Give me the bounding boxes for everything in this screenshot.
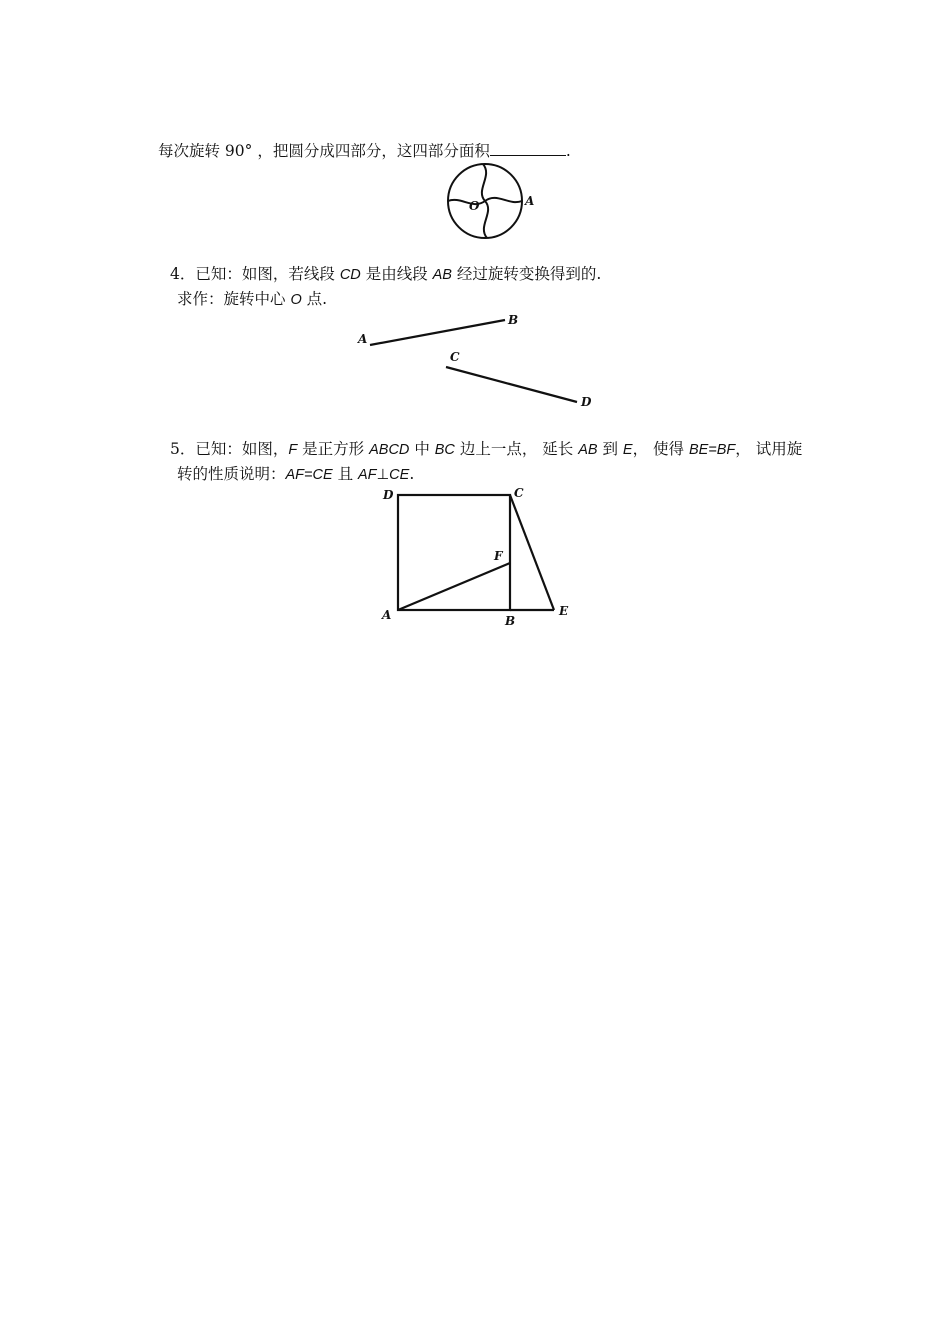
q4-ab: AB bbox=[432, 267, 452, 283]
q4-text: 经过旋转变换得到的. bbox=[451, 265, 602, 283]
label-d: D bbox=[581, 395, 592, 409]
q3-text-line bbox=[158, 141, 571, 161]
segment-ab bbox=[370, 320, 505, 345]
q5-text: 到 bbox=[597, 440, 623, 458]
segment-af bbox=[398, 563, 510, 610]
label-a: A bbox=[382, 608, 392, 622]
label-a: A bbox=[525, 194, 535, 208]
label-c: C bbox=[514, 486, 524, 500]
segment-ce bbox=[510, 495, 554, 610]
circle-figure bbox=[445, 162, 545, 242]
segments-figure bbox=[355, 310, 615, 410]
q4-number: 4． bbox=[170, 265, 196, 283]
q5-text: 中 bbox=[409, 440, 435, 458]
label-d: D bbox=[383, 488, 394, 502]
q5-text: 是正方形 bbox=[297, 440, 370, 458]
q4-text: 是由线段 bbox=[360, 265, 433, 283]
label-o: O bbox=[469, 199, 480, 213]
q4-line-1 bbox=[170, 264, 601, 285]
q5-text: 且 bbox=[332, 465, 359, 483]
q5-number: 5． bbox=[170, 440, 196, 458]
q5-ab: AB bbox=[578, 442, 598, 458]
q5-text: ， 使得 bbox=[632, 440, 689, 458]
q5-line-1 bbox=[170, 439, 802, 460]
label-b: B bbox=[505, 614, 516, 628]
segment-cd bbox=[446, 367, 577, 402]
square-figure bbox=[378, 485, 578, 628]
q5-af-ce: AF=CE bbox=[285, 467, 333, 483]
label-a: A bbox=[358, 332, 368, 346]
q5-text: 转的性质说明： bbox=[177, 465, 286, 483]
answer-blank[interactable] bbox=[490, 141, 566, 156]
q5-f: F bbox=[288, 442, 298, 458]
label-c: C bbox=[450, 350, 460, 364]
q5-abcd: ABCD bbox=[369, 442, 410, 458]
curve-bottom bbox=[484, 201, 488, 238]
label-e: E bbox=[559, 604, 569, 618]
q4-o: O bbox=[290, 292, 302, 308]
q4-text: 求作：旋转中心 bbox=[177, 290, 291, 308]
label-f: F bbox=[494, 549, 503, 563]
q5-text: . bbox=[409, 465, 415, 483]
q5-text: ， 试用旋 bbox=[735, 440, 803, 458]
q4-text: 已知：如图，若线段 bbox=[195, 265, 340, 283]
q5-be-bf: BE=BF bbox=[688, 442, 736, 458]
q5-perp: AF⊥CE bbox=[358, 467, 410, 483]
q5-text: 已知：如图， bbox=[195, 440, 289, 458]
q3-text: 每次旋转 90° ，把圆分成四部分，这四部分面积 bbox=[158, 142, 490, 160]
q5-text: 边上一点， 延长 bbox=[454, 440, 579, 458]
q4-line-2 bbox=[177, 289, 327, 310]
curve-right bbox=[485, 198, 522, 202]
q3-text-end: . bbox=[565, 142, 571, 160]
label-b: B bbox=[508, 313, 519, 327]
q4-cd: CD bbox=[339, 267, 361, 283]
q5-e: E bbox=[622, 442, 633, 458]
curve-top bbox=[482, 164, 486, 201]
q5-line-2 bbox=[177, 464, 414, 485]
q5-bc: BC bbox=[434, 442, 455, 458]
q4-text: 点. bbox=[301, 290, 328, 308]
